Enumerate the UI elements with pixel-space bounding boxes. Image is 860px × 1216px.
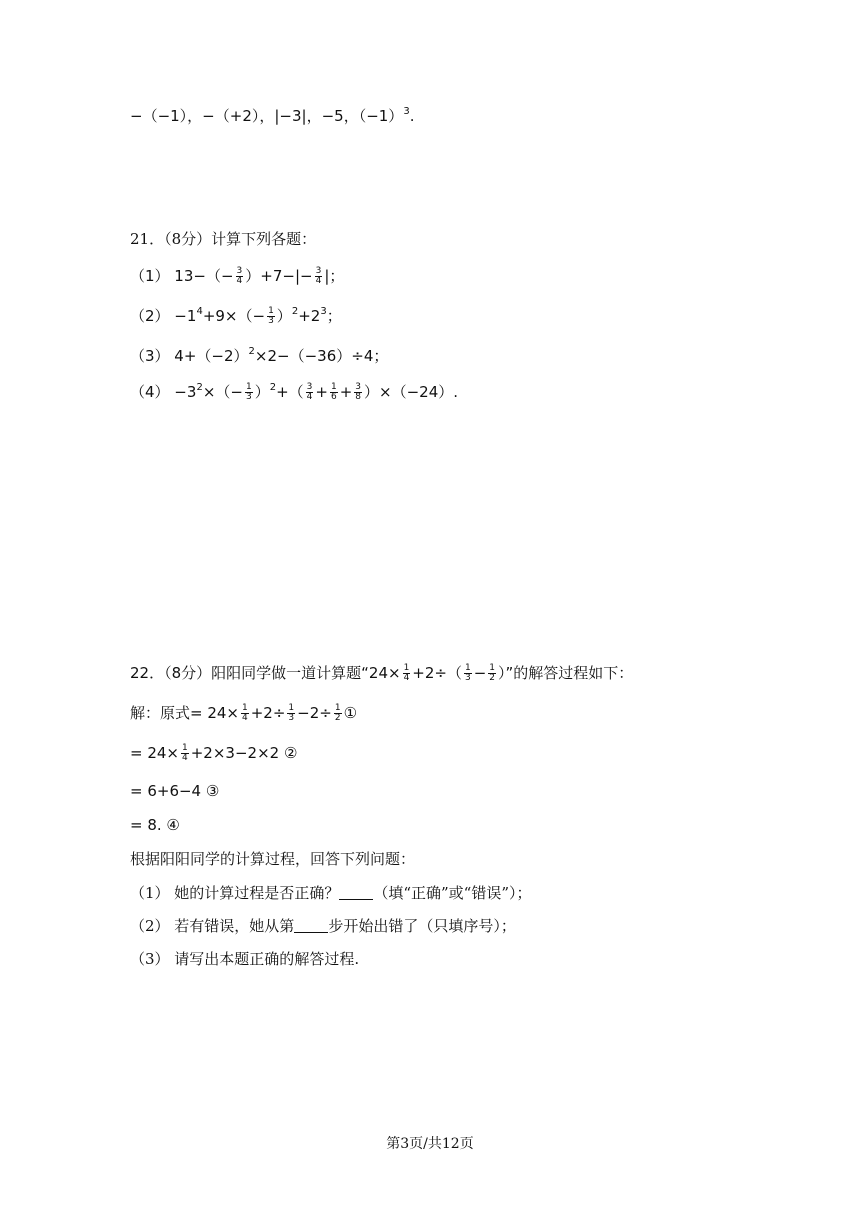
expr-text: +: [315, 383, 328, 401]
numerator: 1: [182, 743, 188, 753]
expr-text: ×（−: [202, 383, 243, 401]
page-footer: 第3页/共12页: [386, 1136, 474, 1152]
denominator: 3: [464, 673, 471, 683]
q21-part1: [130, 266, 344, 286]
expr-text: 解：原式= 24×: [130, 704, 239, 722]
q21-header: 21．（8分）计算下列各题：: [130, 230, 317, 248]
q21-part2: [130, 306, 342, 326]
numerator: 3: [315, 266, 322, 276]
expr-text: +2: [298, 307, 321, 325]
numerator: 1: [489, 663, 496, 673]
denominator: 6: [330, 392, 337, 402]
expr-text: +（: [276, 383, 304, 401]
denominator: 3: [245, 392, 252, 402]
exponent: 2: [291, 306, 299, 317]
q22-step2: [130, 743, 297, 763]
denominator: 8: [355, 392, 362, 402]
fraction: [330, 383, 338, 402]
exponent: 4: [196, 306, 203, 317]
numerator: 1: [242, 703, 248, 713]
fraction: [245, 383, 253, 402]
denominator: 4: [315, 276, 322, 286]
numerator: 3: [306, 382, 313, 392]
expr-text: = 24×: [130, 744, 179, 762]
question-text: （1） 她的计算过程是否正确？: [130, 884, 340, 902]
fraction: [334, 704, 342, 723]
q22-step1: [130, 703, 357, 723]
answer-blank[interactable]: [294, 918, 328, 933]
numerator: 3: [236, 266, 243, 276]
fraction: [488, 664, 496, 683]
expr-text: −: [473, 664, 487, 682]
denominator: 3: [268, 316, 274, 326]
fraction: [236, 267, 244, 286]
fraction: [181, 744, 189, 763]
expr-text: 22．（8分）阳阳同学做一道计算题“24×: [130, 664, 401, 682]
q21-part3: [130, 346, 388, 366]
numerator: 1: [268, 306, 274, 316]
expr-text: （2） −1: [130, 307, 197, 325]
fraction: [464, 664, 472, 683]
question-text: （填“正确”或“错误”）；: [373, 884, 532, 902]
expr-text: ）+7−|−: [245, 267, 313, 285]
denominator: 4: [242, 713, 248, 723]
denominator: 4: [236, 276, 243, 286]
q22-part3: （3） 请写出本题正确的解答过程.: [130, 950, 360, 968]
expr-text: ×2−（−36）÷4；: [254, 347, 389, 365]
denominator: 2: [489, 673, 496, 683]
expr-text: （3） 4+（−2）: [130, 347, 249, 365]
expr-text: ；: [326, 307, 342, 325]
denominator: 4: [403, 673, 410, 683]
expr-text: +2×3−2×2 ②: [190, 744, 298, 762]
q22-step3: = 6+6−4 ③: [130, 782, 220, 800]
fraction: [403, 664, 411, 683]
numerator: 1: [334, 703, 341, 713]
question-text: （2） 若有错误，她从第: [130, 917, 295, 935]
q22-intro: 根据阳阳同学的计算过程，回答下列问题：: [130, 850, 416, 868]
numerator: 1: [464, 663, 471, 673]
expr-text: ）: [276, 307, 292, 325]
exponent: 2: [248, 346, 255, 357]
expr-text: ）: [254, 383, 270, 401]
exponent: 3: [403, 106, 410, 117]
expr-text: +2÷: [250, 704, 286, 722]
answer-blank[interactable]: [339, 885, 373, 900]
exponent: 3: [320, 306, 327, 317]
expr-text: |；: [324, 267, 345, 285]
numerator: 1: [245, 382, 252, 392]
top-expression-line: [130, 106, 414, 126]
denominator: 2: [334, 713, 341, 723]
q22-header: [130, 663, 633, 683]
denominator: 3: [288, 713, 295, 723]
expr-text: +9×（−: [202, 307, 266, 325]
fraction: [306, 383, 314, 402]
top-expression-end: .: [409, 107, 415, 125]
expr-text: ①: [343, 704, 358, 722]
expr-text: +2÷（: [412, 664, 462, 682]
denominator: 4: [182, 753, 188, 763]
exponent: 2: [196, 382, 203, 393]
q22-part2: [130, 916, 516, 936]
question-text: 步开始出错了（只填序号）；: [328, 917, 516, 935]
exponent: 2: [269, 382, 277, 393]
fraction: [354, 383, 362, 402]
fraction: [287, 704, 295, 723]
expr-text: （1） 13−（−: [130, 267, 234, 285]
q22-step4: = 8. ④: [130, 816, 180, 834]
fraction: [267, 307, 275, 326]
expr-text: −2÷: [297, 704, 332, 722]
numerator: 3: [355, 382, 362, 392]
numerator: 1: [403, 663, 410, 673]
denominator: 4: [306, 392, 313, 402]
q21-part4: [130, 382, 458, 402]
numerator: 1: [330, 382, 337, 392]
fraction: [241, 704, 249, 723]
q22-part1: [130, 883, 532, 903]
numerator: 1: [288, 703, 295, 713]
top-expression: −（−1），−（+2），|−3|，−5，（−1）: [130, 107, 404, 125]
expr-text: ）”的解答过程如下：: [498, 664, 634, 682]
expr-text: ）×（−24）.: [364, 383, 459, 401]
expr-text: +: [339, 383, 353, 401]
fraction: [315, 267, 323, 286]
expr-text: （4） −3: [130, 383, 197, 401]
